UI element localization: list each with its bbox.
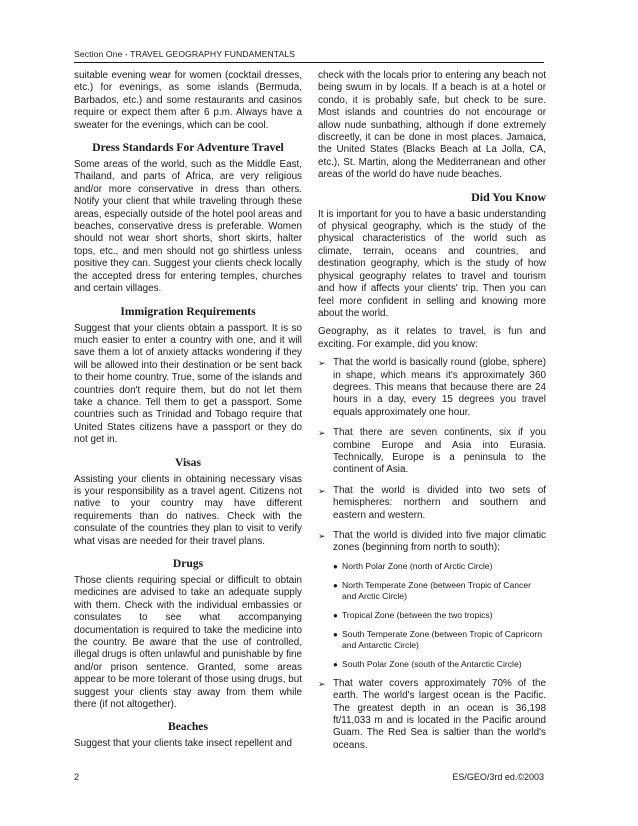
list-item: ➢ That there are seven continents, six if you combine Europe and Asia into Eurasia. Technically, Europe is a peninsula to the continent of Asia.: [318, 427, 546, 476]
paragraph: Assisting your clients in obtaining necessary visas is your responsibility as a travel agent. Citizens not native to your country may have different requirements than do natives. Check with the consulate of the countries they plan to visit to verify what visas are needed for their travel plans.: [74, 473, 302, 547]
list-item: ➢ That water covers approximately 70% of the earth. The world's largest ocean is the Pacific. The greatest depth in an ocean is 36,198 ft/11,033 m and is located in the Pacific around Guam. The Red Sea is saltier than the world's oceans.: [318, 677, 546, 751]
paragraph: Some areas of the world, such as the Middle East, Thailand, and parts of Africa, are very religious and/or more conservative in dress than others. Notify your client that while traveling through these areas, especially outside of the hotel pool areas and beaches, conservative dress is preferable. Women should not wear short shorts, short skirts, halter tops, etc., and men should not go shirtless unless positive they can. Suggest your clients check locally the accepted dress for entering temples, churches and certain villages.: [74, 159, 302, 295]
dot-bullet-icon: ●: [333, 610, 338, 620]
paragraph: It is important for you to have a basic understanding of physical geography, which is the study of the physical characteristics of the world such as climate, terrain, oceans and countries, and destination geography, which is the study of how physical geography relates to travel and tourism and how if affects your clients' trip. Then you can feel more confident in selling and knowing more about the world.: [318, 208, 546, 319]
left-column: [74, 70, 302, 757]
dot-bullet-icon: ●: [333, 561, 338, 571]
arrow-bullet-icon: ➢: [318, 678, 326, 689]
fact-list: [318, 678, 546, 752]
paragraph: Those clients requiring special or difficult to obtain medicines are advised to take an adequate supply with them. Check with the individual embassies or consulates to see what accompanying documentation is required to take the medicine into the country. Be aware that the use of controlled, illegal drugs is often unlawful and punishable by fine and/or prison sentence. Granted, some areas appear to be more tolerant of those using drugs, but suggest your clients stay away from them while there (if not altogether).: [74, 575, 302, 711]
running-header: Section One - TRAVEL GEOGRAPHY FUNDAMENTALS: [74, 49, 544, 63]
paragraph: Suggest that your clients obtain a passport. It is so much easier to enter a country with one, and it will save them a lot of anxiety attacks wondering if they will be allowed into their destination or be sent back to their home country. True, some of the islands and countries don't require them, but do not let them take a chance. Tell them to get a passport. Some countries such as Trinidad and Tobago require that United States citizens have a passport or they do not get in.: [74, 322, 302, 446]
paragraph: check with the locals prior to entering any beach not being swum in by locals. If a beach is at a hotel or condo, it is probably safe, but check to be sure. Most islands and countries do not encourage or allow nude sunbathing, although if done extremely discreetly, it can be done in most places. Jamaica, the United States (Blacks Beach at La Jolla, CA, etc.), St. Martin, along the Mediterranean and other areas of the world do have nude beaches.: [318, 70, 546, 181]
list-item: ● North Polar Zone (north of Arctic Circle): [333, 560, 493, 571]
climate-zone-list: [333, 561, 546, 670]
arrow-bullet-icon: ➢: [318, 358, 326, 369]
page-number: 2: [74, 772, 80, 782]
arrow-bullet-icon: ➢: [318, 531, 326, 541]
fact-list: [318, 357, 546, 555]
list-item: ➢ That the world is basically round (globe, sphere) in shape, which means it's approximately 360 degrees. This means that because there are 24 hours in a day, every 15 degrees you travel equals approximately one hour.: [318, 357, 546, 418]
paragraph: Suggest that your clients take insect repellent and: [74, 738, 292, 750]
list-item: ● North Temperate Zone (between Tropic of Cancer and Arctic Circle): [333, 579, 531, 601]
heading-visas: Visas: [175, 455, 201, 469]
paragraph: suitable evening wear for women (cocktail dresses, etc.) for evenings, as some islands (Bermuda, Barbados, etc.) and some restaurants and casinos require or expect them after 6 p.m. Always have a sweater for the evenings, which can be cool.: [74, 70, 302, 131]
dot-bullet-icon: ●: [333, 580, 338, 590]
list-item: ● South Polar Zone (south of the Antarctic Circle): [333, 658, 522, 669]
edition-label: ES/GEO/3rd ed.©2003: [452, 772, 544, 782]
list-item: ● Tropical Zone (between the two tropics): [333, 609, 493, 620]
arrow-bullet-icon: ➢: [318, 428, 326, 439]
dot-bullet-icon: ●: [333, 659, 338, 669]
heading-dress-standards: Dress Standards For Adventure Travel: [92, 141, 284, 155]
list-item: ➢ That the world is divided into five major climatic zones (beginning from north to south):: [318, 530, 546, 554]
paragraph: Geography, as it relates to travel, is fun and exciting. For example, did you know:: [318, 326, 546, 350]
right-column: [318, 70, 546, 760]
list-item: ➢ That the world is divided into two sets of hemispheres: northern and southern and eastern and western.: [318, 484, 546, 521]
heading-beaches: Beaches: [168, 720, 208, 734]
heading-drugs: Drugs: [172, 557, 204, 570]
dot-bullet-icon: ●: [333, 629, 338, 639]
heading-did-you-know: Did You Know: [471, 189, 546, 204]
arrow-bullet-icon: ➢: [318, 485, 326, 496]
heading-immigration: Immigration Requirements: [120, 304, 256, 318]
list-item: ● South Temperate Zone (between Tropic of Capricorn and Antarctic Circle): [333, 628, 542, 650]
